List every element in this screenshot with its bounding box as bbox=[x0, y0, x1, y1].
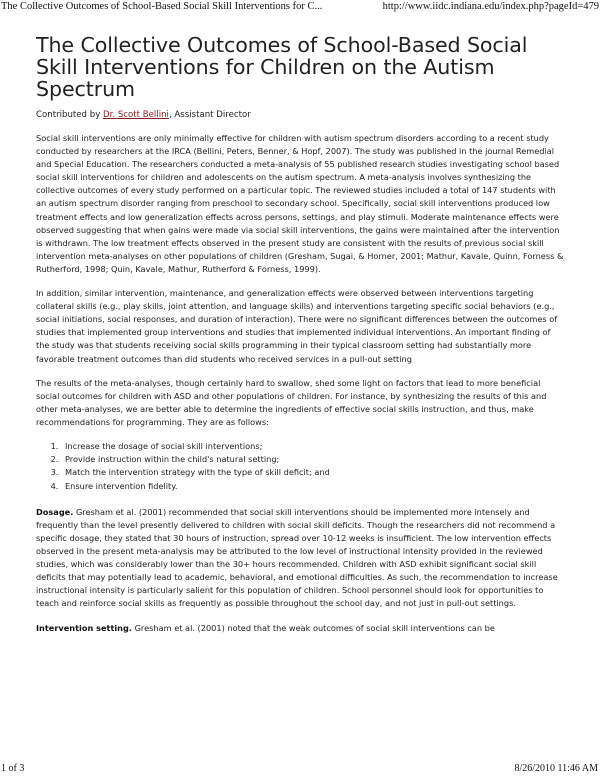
author-role: , Assistant Director bbox=[168, 110, 251, 120]
dosage-heading: Dosage. bbox=[36, 506, 74, 517]
author-link[interactable]: Dr. Scott Bellini bbox=[103, 110, 169, 120]
print-header-title: The Collective Outcomes of School-Based Social Skill Interventions for C... bbox=[1, 1, 323, 12]
paragraph-effects: In addition, similar intervention, maintenance, and generalization effects were observed between interventions targeting collateral skills (e.g., play skills, joint attention, and language skills) and interventions targeting specific social behaviors (e.g., social initiations, social responses, and duration of interaction). There were no significant differences between the outcomes of studies that implemented group interventions and studies that implemented individual interventions. An important finding of the study was that students receiving social skills programming in their typical classroom setting had substantially more favorable treatment outcomes than did students who received services in a pull-out setting bbox=[36, 288, 558, 364]
article bbox=[36, 34, 564, 646]
setting-text: Gresham et al. (2001) noted that the weak outcomes of social skill interventions can be bbox=[131, 622, 495, 633]
list-item: 2. Provide instruction within the child's natural setting; bbox=[61, 453, 564, 466]
list-item: 4. Ensure intervention fidelity. bbox=[61, 480, 564, 493]
print-datetime: 8/26/2010 11:46 AM bbox=[514, 763, 598, 774]
setting-heading: Intervention setting. bbox=[36, 622, 132, 633]
paragraph-setting bbox=[36, 622, 564, 635]
print-header-url: http://www.iidc.indiana.edu/index.php?pageId=479 bbox=[382, 1, 599, 12]
paragraph-results: The results of the meta-analyses, though certainly hard to swallow, shed some light on factors that lead to more beneficial social outcomes for children with ASD and other populations of children. For instance, by synthesizing the results of this and other meta-analyses, we are better able to determine the ingredients of effective social skills instruction, and thus, make recommendations for programming. They are as follows: bbox=[36, 377, 547, 427]
print-footer bbox=[0, 762, 600, 776]
list-item: 3. Match the intervention strategy with the type of skill deficit; and bbox=[61, 466, 564, 479]
dosage-text: Gresham et al. (2001) recommended that social skill interventions should be implemented more intensely and frequently than the level presently delivered to children with social skill deficits. Though the researchers did not recommend a specific dosage, they stated that 30 hours of instruction, spread over 10-12 weeks is insufficient. The low intervention effects observed in the present meta-analysis may be attributed to the low level of instructional intensity provided in the reviewed studies, which was considerably lower than the 30+ hours recommended. Children with ASD exhibit significant social skill deficits that may potentially lead to academic, behavioral, and emotional difficulties. As such, the recommendation to increase instructional intensity is particularly salient for this population of children. School personnel should look for opportunities to teach and reinforce social skills as frequently as possible throughout the school day, and not just in pull-out settings. bbox=[36, 506, 558, 609]
article-title: The Collective Outcomes of School-Based Social Skill Interventions for Children on the Autism Spectrum bbox=[36, 33, 528, 101]
paragraph-intro: Social skill interventions are only minimally effective for children with autism spectrum disorders according to a recent study conducted by researchers at the IRCA (Bellini, Peters, Benner, & Hopf, 2007). The study was published in the journal Remedial and Special Education. The researchers conducted a meta-analysis of 55 published research studies investigating school based social skill interventions for children and adolescents on the autism spectrum. A meta-analysis involves synthesizing the collective outcomes of every study performed on a particular topic. The reviewed studies included a total of 147 students with an autism spectrum disorder ranging from preschool to secondary school. Specifically, social skill interventions produced low treatment effects and low generalization effects across persons, settings, and play stimuli. Moderate maintenance effects were observed suggesting that when gains were made via social skill interventions, the gains were maintained after the intervention is withdrawn. The low treatment effects observed in the present study are consistent with the results of previous social skill intervention meta-analyses on other populations of children (Gresham, Sugai, & Horner, 2001; Mathur, Kavale, Quinn, Forness & Rutherford, 1998; Quin, Kavale, Mathur, Rutherford & Forness, 1999). bbox=[36, 133, 564, 274]
list-item: 1. Increase the dosage of social skill interventions; bbox=[61, 440, 564, 453]
contributed-by-label: Contributed by bbox=[36, 110, 104, 120]
recommendations-list bbox=[36, 440, 564, 493]
print-header bbox=[0, 0, 600, 16]
paragraph-dosage bbox=[36, 506, 564, 611]
contributor-line bbox=[36, 110, 564, 120]
page-number: 1 of 3 bbox=[1, 763, 25, 774]
